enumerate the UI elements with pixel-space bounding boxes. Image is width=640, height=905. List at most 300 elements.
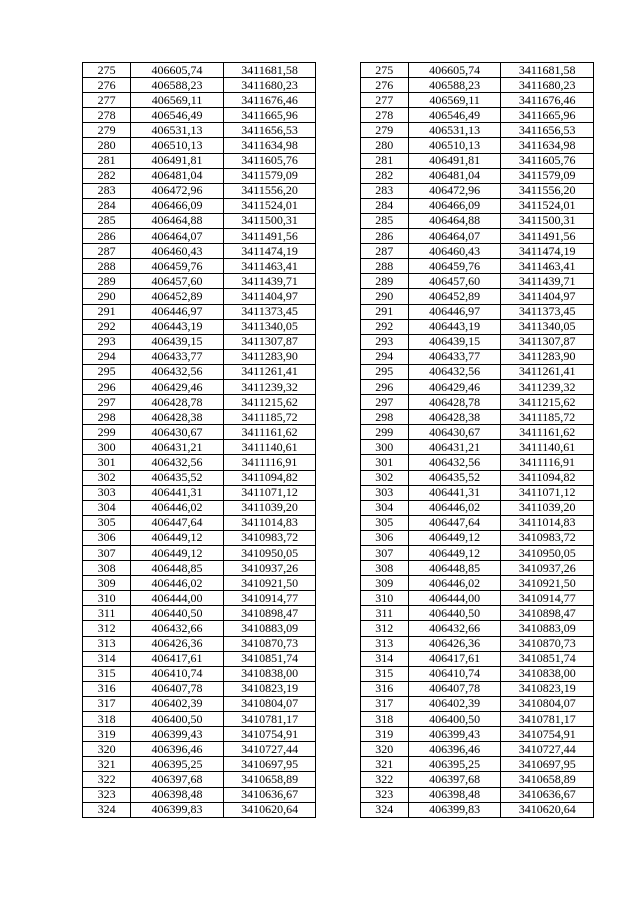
right-point-number-cell: 297 — [360, 395, 408, 410]
separator-cell — [316, 304, 360, 319]
separator-cell — [316, 168, 360, 183]
table-row — [83, 379, 594, 394]
right-x-coordinate-cell: 406402,39 — [408, 696, 501, 711]
table-row — [83, 757, 594, 772]
table-row — [83, 696, 594, 711]
left-y-coordinate-cell: 3411116,91 — [223, 455, 316, 470]
left-x-coordinate-cell: 406446,97 — [131, 304, 224, 319]
table-row — [83, 289, 594, 304]
table-row — [83, 63, 594, 78]
right-x-coordinate-cell: 406452,89 — [408, 289, 501, 304]
right-x-coordinate-cell: 406472,96 — [408, 183, 501, 198]
left-y-coordinate-cell: 3411140,61 — [223, 440, 316, 455]
right-y-coordinate-cell: 3410658,89 — [501, 772, 594, 787]
right-point-number-cell: 320 — [360, 742, 408, 757]
separator-cell — [316, 787, 360, 802]
separator-cell — [316, 455, 360, 470]
right-y-coordinate-cell: 3411161,62 — [501, 425, 594, 440]
separator-cell — [316, 546, 360, 561]
left-y-coordinate-cell: 3411474,19 — [223, 244, 316, 259]
right-x-coordinate-cell: 406569,11 — [408, 93, 501, 108]
right-y-coordinate-cell: 3411605,76 — [501, 153, 594, 168]
table-row — [83, 636, 594, 651]
left-x-coordinate-cell: 406449,12 — [131, 530, 224, 545]
left-y-coordinate-cell: 3411261,41 — [223, 364, 316, 379]
right-y-coordinate-cell: 3410727,44 — [501, 742, 594, 757]
right-x-coordinate-cell: 406428,38 — [408, 410, 501, 425]
left-point-number-cell: 308 — [83, 561, 131, 576]
right-x-coordinate-cell: 406397,68 — [408, 772, 501, 787]
right-x-coordinate-cell: 406417,61 — [408, 651, 501, 666]
left-y-coordinate-cell: 3410636,67 — [223, 787, 316, 802]
table-row — [83, 198, 594, 213]
right-y-coordinate-cell: 3411579,09 — [501, 168, 594, 183]
left-x-coordinate-cell: 406400,50 — [131, 712, 224, 727]
left-point-number-cell: 275 — [83, 63, 131, 78]
right-point-number-cell: 317 — [360, 696, 408, 711]
right-point-number-cell: 323 — [360, 787, 408, 802]
separator-cell — [316, 561, 360, 576]
right-point-number-cell: 309 — [360, 576, 408, 591]
right-y-coordinate-cell: 3411071,12 — [501, 485, 594, 500]
right-x-coordinate-cell: 406491,81 — [408, 153, 501, 168]
left-y-coordinate-cell: 3411491,56 — [223, 229, 316, 244]
table-row — [83, 606, 594, 621]
left-point-number-cell: 324 — [83, 802, 131, 817]
separator-cell — [316, 666, 360, 681]
right-y-coordinate-cell: 3411140,61 — [501, 440, 594, 455]
right-x-coordinate-cell: 406431,21 — [408, 440, 501, 455]
right-point-number-cell: 300 — [360, 440, 408, 455]
left-x-coordinate-cell: 406464,88 — [131, 213, 224, 228]
separator-cell — [316, 470, 360, 485]
separator-cell — [316, 244, 360, 259]
right-x-coordinate-cell: 406444,00 — [408, 591, 501, 606]
right-x-coordinate-cell: 406426,36 — [408, 636, 501, 651]
right-x-coordinate-cell: 406447,64 — [408, 515, 501, 530]
left-y-coordinate-cell: 3411215,62 — [223, 395, 316, 410]
right-x-coordinate-cell: 406446,97 — [408, 304, 501, 319]
table-row — [83, 78, 594, 93]
separator-cell — [316, 259, 360, 274]
left-point-number-cell: 318 — [83, 712, 131, 727]
left-x-coordinate-cell: 406407,78 — [131, 681, 224, 696]
left-point-number-cell: 290 — [83, 289, 131, 304]
left-y-coordinate-cell: 3411634,98 — [223, 138, 316, 153]
right-point-number-cell: 311 — [360, 606, 408, 621]
left-point-number-cell: 305 — [83, 515, 131, 530]
left-point-number-cell: 303 — [83, 485, 131, 500]
separator-cell — [316, 123, 360, 138]
right-y-coordinate-cell: 3411656,53 — [501, 123, 594, 138]
left-point-number-cell: 294 — [83, 349, 131, 364]
table-row — [83, 455, 594, 470]
right-y-coordinate-cell: 3411116,91 — [501, 455, 594, 470]
left-point-number-cell: 280 — [83, 138, 131, 153]
left-y-coordinate-cell: 3410898,47 — [223, 606, 316, 621]
right-point-number-cell: 313 — [360, 636, 408, 651]
left-point-number-cell: 277 — [83, 93, 131, 108]
left-point-number-cell: 313 — [83, 636, 131, 651]
left-y-coordinate-cell: 3411439,71 — [223, 274, 316, 289]
right-y-coordinate-cell: 3410937,26 — [501, 561, 594, 576]
left-y-coordinate-cell: 3410658,89 — [223, 772, 316, 787]
right-point-number-cell: 286 — [360, 229, 408, 244]
right-x-coordinate-cell: 406441,31 — [408, 485, 501, 500]
right-y-coordinate-cell: 3411014,83 — [501, 515, 594, 530]
left-y-coordinate-cell: 3411500,31 — [223, 213, 316, 228]
right-x-coordinate-cell: 406398,48 — [408, 787, 501, 802]
separator-cell — [316, 379, 360, 394]
right-y-coordinate-cell: 3410781,17 — [501, 712, 594, 727]
table-row — [83, 138, 594, 153]
separator-cell — [316, 93, 360, 108]
separator-cell — [316, 289, 360, 304]
left-x-coordinate-cell: 406432,66 — [131, 621, 224, 636]
left-x-coordinate-cell: 406446,02 — [131, 576, 224, 591]
left-x-coordinate-cell: 406446,02 — [131, 500, 224, 515]
left-point-number-cell: 319 — [83, 727, 131, 742]
right-x-coordinate-cell: 406481,04 — [408, 168, 501, 183]
right-y-coordinate-cell: 3410983,72 — [501, 530, 594, 545]
separator-cell — [316, 108, 360, 123]
left-point-number-cell: 304 — [83, 500, 131, 515]
right-point-number-cell: 294 — [360, 349, 408, 364]
right-point-number-cell: 283 — [360, 183, 408, 198]
right-point-number-cell: 319 — [360, 727, 408, 742]
right-point-number-cell: 291 — [360, 304, 408, 319]
left-x-coordinate-cell: 406452,89 — [131, 289, 224, 304]
left-y-coordinate-cell: 3410950,05 — [223, 546, 316, 561]
left-x-coordinate-cell: 406441,31 — [131, 485, 224, 500]
left-y-coordinate-cell: 3410727,44 — [223, 742, 316, 757]
table-row — [83, 213, 594, 228]
right-point-number-cell: 316 — [360, 681, 408, 696]
right-x-coordinate-cell: 406449,12 — [408, 546, 501, 561]
table-row — [83, 395, 594, 410]
left-x-coordinate-cell: 406426,36 — [131, 636, 224, 651]
right-y-coordinate-cell: 3411680,23 — [501, 78, 594, 93]
right-y-coordinate-cell: 3411524,01 — [501, 198, 594, 213]
left-x-coordinate-cell: 406447,64 — [131, 515, 224, 530]
separator-cell — [316, 636, 360, 651]
table-row — [83, 561, 594, 576]
table-row — [83, 591, 594, 606]
left-point-number-cell: 320 — [83, 742, 131, 757]
left-x-coordinate-cell: 406440,50 — [131, 606, 224, 621]
left-point-number-cell: 291 — [83, 304, 131, 319]
separator-cell — [316, 198, 360, 213]
left-point-number-cell: 298 — [83, 410, 131, 425]
right-x-coordinate-cell: 406588,23 — [408, 78, 501, 93]
right-point-number-cell: 276 — [360, 78, 408, 93]
left-x-coordinate-cell: 406491,81 — [131, 153, 224, 168]
left-point-number-cell: 283 — [83, 183, 131, 198]
left-x-coordinate-cell: 406510,13 — [131, 138, 224, 153]
right-point-number-cell: 307 — [360, 546, 408, 561]
separator-cell — [316, 712, 360, 727]
right-y-coordinate-cell: 3410914,77 — [501, 591, 594, 606]
right-point-number-cell: 308 — [360, 561, 408, 576]
right-y-coordinate-cell: 3411340,05 — [501, 319, 594, 334]
right-point-number-cell: 310 — [360, 591, 408, 606]
right-y-coordinate-cell: 3411556,20 — [501, 183, 594, 198]
left-y-coordinate-cell: 3410983,72 — [223, 530, 316, 545]
left-y-coordinate-cell: 3411556,20 — [223, 183, 316, 198]
right-x-coordinate-cell: 406432,56 — [408, 364, 501, 379]
left-x-coordinate-cell: 406464,07 — [131, 229, 224, 244]
left-point-number-cell: 316 — [83, 681, 131, 696]
separator-cell — [316, 651, 360, 666]
left-x-coordinate-cell: 406481,04 — [131, 168, 224, 183]
left-point-number-cell: 323 — [83, 787, 131, 802]
left-y-coordinate-cell: 3411656,53 — [223, 123, 316, 138]
left-point-number-cell: 281 — [83, 153, 131, 168]
table-row — [83, 500, 594, 515]
right-x-coordinate-cell: 406443,19 — [408, 319, 501, 334]
right-x-coordinate-cell: 406399,83 — [408, 802, 501, 817]
right-point-number-cell: 282 — [360, 168, 408, 183]
left-y-coordinate-cell: 3411579,09 — [223, 168, 316, 183]
table-row — [83, 576, 594, 591]
table-row — [83, 546, 594, 561]
left-point-number-cell: 300 — [83, 440, 131, 455]
right-point-number-cell: 314 — [360, 651, 408, 666]
left-y-coordinate-cell: 3410838,00 — [223, 666, 316, 681]
left-x-coordinate-cell: 406433,77 — [131, 349, 224, 364]
table-row — [83, 530, 594, 545]
right-y-coordinate-cell: 3410851,74 — [501, 651, 594, 666]
left-y-coordinate-cell: 3410620,64 — [223, 802, 316, 817]
left-x-coordinate-cell: 406531,13 — [131, 123, 224, 138]
left-x-coordinate-cell: 406605,74 — [131, 63, 224, 78]
right-point-number-cell: 279 — [360, 123, 408, 138]
right-point-number-cell: 304 — [360, 500, 408, 515]
right-point-number-cell: 293 — [360, 334, 408, 349]
left-y-coordinate-cell: 3411665,96 — [223, 108, 316, 123]
separator-cell — [316, 485, 360, 500]
left-point-number-cell: 292 — [83, 319, 131, 334]
left-y-coordinate-cell: 3411373,45 — [223, 304, 316, 319]
right-point-number-cell: 321 — [360, 757, 408, 772]
right-point-number-cell: 277 — [360, 93, 408, 108]
left-point-number-cell: 296 — [83, 379, 131, 394]
left-x-coordinate-cell: 406443,19 — [131, 319, 224, 334]
left-y-coordinate-cell: 3411039,20 — [223, 500, 316, 515]
left-point-number-cell: 278 — [83, 108, 131, 123]
left-point-number-cell: 293 — [83, 334, 131, 349]
left-point-number-cell: 285 — [83, 213, 131, 228]
right-point-number-cell: 302 — [360, 470, 408, 485]
right-point-number-cell: 301 — [360, 455, 408, 470]
right-y-coordinate-cell: 3410754,91 — [501, 727, 594, 742]
left-y-coordinate-cell: 3411524,01 — [223, 198, 316, 213]
left-y-coordinate-cell: 3410883,09 — [223, 621, 316, 636]
left-x-coordinate-cell: 406466,09 — [131, 198, 224, 213]
right-point-number-cell: 278 — [360, 108, 408, 123]
left-point-number-cell: 282 — [83, 168, 131, 183]
right-y-coordinate-cell: 3411634,98 — [501, 138, 594, 153]
table-row — [83, 229, 594, 244]
left-x-coordinate-cell: 406396,46 — [131, 742, 224, 757]
left-x-coordinate-cell: 406431,21 — [131, 440, 224, 455]
right-point-number-cell: 287 — [360, 244, 408, 259]
right-x-coordinate-cell: 406428,78 — [408, 395, 501, 410]
left-y-coordinate-cell: 3411605,76 — [223, 153, 316, 168]
separator-cell — [316, 727, 360, 742]
left-x-coordinate-cell: 406546,49 — [131, 108, 224, 123]
right-y-coordinate-cell: 3410804,07 — [501, 696, 594, 711]
left-point-number-cell: 284 — [83, 198, 131, 213]
left-y-coordinate-cell: 3411239,32 — [223, 379, 316, 394]
left-y-coordinate-cell: 3410937,26 — [223, 561, 316, 576]
left-point-number-cell: 315 — [83, 666, 131, 681]
right-point-number-cell: 285 — [360, 213, 408, 228]
table-row — [83, 666, 594, 681]
left-y-coordinate-cell: 3411340,05 — [223, 319, 316, 334]
right-y-coordinate-cell: 3410636,67 — [501, 787, 594, 802]
right-y-coordinate-cell: 3411185,72 — [501, 410, 594, 425]
table-row — [83, 515, 594, 530]
left-point-number-cell: 322 — [83, 772, 131, 787]
right-y-coordinate-cell: 3411307,87 — [501, 334, 594, 349]
table-row — [83, 440, 594, 455]
right-point-number-cell: 306 — [360, 530, 408, 545]
left-point-number-cell: 286 — [83, 229, 131, 244]
table-row — [83, 183, 594, 198]
left-x-coordinate-cell: 406397,68 — [131, 772, 224, 787]
right-point-number-cell: 284 — [360, 198, 408, 213]
right-x-coordinate-cell: 406433,77 — [408, 349, 501, 364]
separator-cell — [316, 78, 360, 93]
left-point-number-cell: 307 — [83, 546, 131, 561]
left-y-coordinate-cell: 3411404,97 — [223, 289, 316, 304]
right-x-coordinate-cell: 406430,67 — [408, 425, 501, 440]
right-x-coordinate-cell: 406440,50 — [408, 606, 501, 621]
right-x-coordinate-cell: 406448,85 — [408, 561, 501, 576]
separator-cell — [316, 802, 360, 817]
right-y-coordinate-cell: 3411261,41 — [501, 364, 594, 379]
separator-cell — [316, 530, 360, 545]
table-row — [83, 259, 594, 274]
right-point-number-cell: 280 — [360, 138, 408, 153]
right-y-coordinate-cell: 3411665,96 — [501, 108, 594, 123]
left-point-number-cell: 279 — [83, 123, 131, 138]
left-x-coordinate-cell: 406432,56 — [131, 455, 224, 470]
right-y-coordinate-cell: 3410921,50 — [501, 576, 594, 591]
left-y-coordinate-cell: 3411680,23 — [223, 78, 316, 93]
separator-cell — [316, 63, 360, 78]
right-point-number-cell: 305 — [360, 515, 408, 530]
right-x-coordinate-cell: 406605,74 — [408, 63, 501, 78]
table-row — [83, 304, 594, 319]
right-x-coordinate-cell: 406446,02 — [408, 500, 501, 515]
right-point-number-cell: 290 — [360, 289, 408, 304]
left-y-coordinate-cell: 3410697,95 — [223, 757, 316, 772]
right-point-number-cell: 322 — [360, 772, 408, 787]
table-row — [83, 681, 594, 696]
left-x-coordinate-cell: 406428,78 — [131, 395, 224, 410]
left-point-number-cell: 289 — [83, 274, 131, 289]
left-y-coordinate-cell: 3411463,41 — [223, 259, 316, 274]
left-point-number-cell: 301 — [83, 455, 131, 470]
right-x-coordinate-cell: 406432,56 — [408, 455, 501, 470]
table-row — [83, 244, 594, 259]
left-point-number-cell: 295 — [83, 364, 131, 379]
right-point-number-cell: 298 — [360, 410, 408, 425]
left-point-number-cell: 311 — [83, 606, 131, 621]
right-x-coordinate-cell: 406400,50 — [408, 712, 501, 727]
right-y-coordinate-cell: 3410870,73 — [501, 636, 594, 651]
right-y-coordinate-cell: 3410950,05 — [501, 546, 594, 561]
separator-cell — [316, 138, 360, 153]
table-row — [83, 168, 594, 183]
right-point-number-cell: 299 — [360, 425, 408, 440]
right-y-coordinate-cell: 3410898,47 — [501, 606, 594, 621]
right-y-coordinate-cell: 3410883,09 — [501, 621, 594, 636]
right-x-coordinate-cell: 406457,60 — [408, 274, 501, 289]
separator-cell — [316, 274, 360, 289]
separator-cell — [316, 229, 360, 244]
left-point-number-cell: 276 — [83, 78, 131, 93]
table-row — [83, 712, 594, 727]
table-row — [83, 651, 594, 666]
separator-cell — [316, 153, 360, 168]
right-y-coordinate-cell: 3411373,45 — [501, 304, 594, 319]
right-y-coordinate-cell: 3411474,19 — [501, 244, 594, 259]
right-point-number-cell: 292 — [360, 319, 408, 334]
right-y-coordinate-cell: 3411491,56 — [501, 229, 594, 244]
right-point-number-cell: 275 — [360, 63, 408, 78]
left-y-coordinate-cell: 3411676,46 — [223, 93, 316, 108]
left-x-coordinate-cell: 406460,43 — [131, 244, 224, 259]
left-point-number-cell: 306 — [83, 530, 131, 545]
left-x-coordinate-cell: 406417,61 — [131, 651, 224, 666]
separator-cell — [316, 696, 360, 711]
left-x-coordinate-cell: 406399,83 — [131, 802, 224, 817]
left-x-coordinate-cell: 406472,96 — [131, 183, 224, 198]
left-y-coordinate-cell: 3410781,17 — [223, 712, 316, 727]
left-y-coordinate-cell: 3410921,50 — [223, 576, 316, 591]
left-point-number-cell: 288 — [83, 259, 131, 274]
separator-cell — [316, 757, 360, 772]
right-y-coordinate-cell: 3411283,90 — [501, 349, 594, 364]
right-y-coordinate-cell: 3411094,82 — [501, 470, 594, 485]
left-y-coordinate-cell: 3410804,07 — [223, 696, 316, 711]
separator-cell — [316, 213, 360, 228]
right-y-coordinate-cell: 3410697,95 — [501, 757, 594, 772]
right-x-coordinate-cell: 406410,74 — [408, 666, 501, 681]
right-y-coordinate-cell: 3411676,46 — [501, 93, 594, 108]
right-y-coordinate-cell: 3410823,19 — [501, 681, 594, 696]
right-x-coordinate-cell: 406446,02 — [408, 576, 501, 591]
right-point-number-cell: 295 — [360, 364, 408, 379]
table-row — [83, 742, 594, 757]
separator-cell — [316, 591, 360, 606]
left-y-coordinate-cell: 3410823,19 — [223, 681, 316, 696]
separator-cell — [316, 183, 360, 198]
left-y-coordinate-cell: 3411014,83 — [223, 515, 316, 530]
table-row — [83, 364, 594, 379]
left-x-coordinate-cell: 406428,38 — [131, 410, 224, 425]
right-point-number-cell: 296 — [360, 379, 408, 394]
separator-cell — [316, 319, 360, 334]
separator-cell — [316, 576, 360, 591]
right-point-number-cell: 312 — [360, 621, 408, 636]
table-row — [83, 485, 594, 500]
left-x-coordinate-cell: 406410,74 — [131, 666, 224, 681]
left-x-coordinate-cell: 406402,39 — [131, 696, 224, 711]
